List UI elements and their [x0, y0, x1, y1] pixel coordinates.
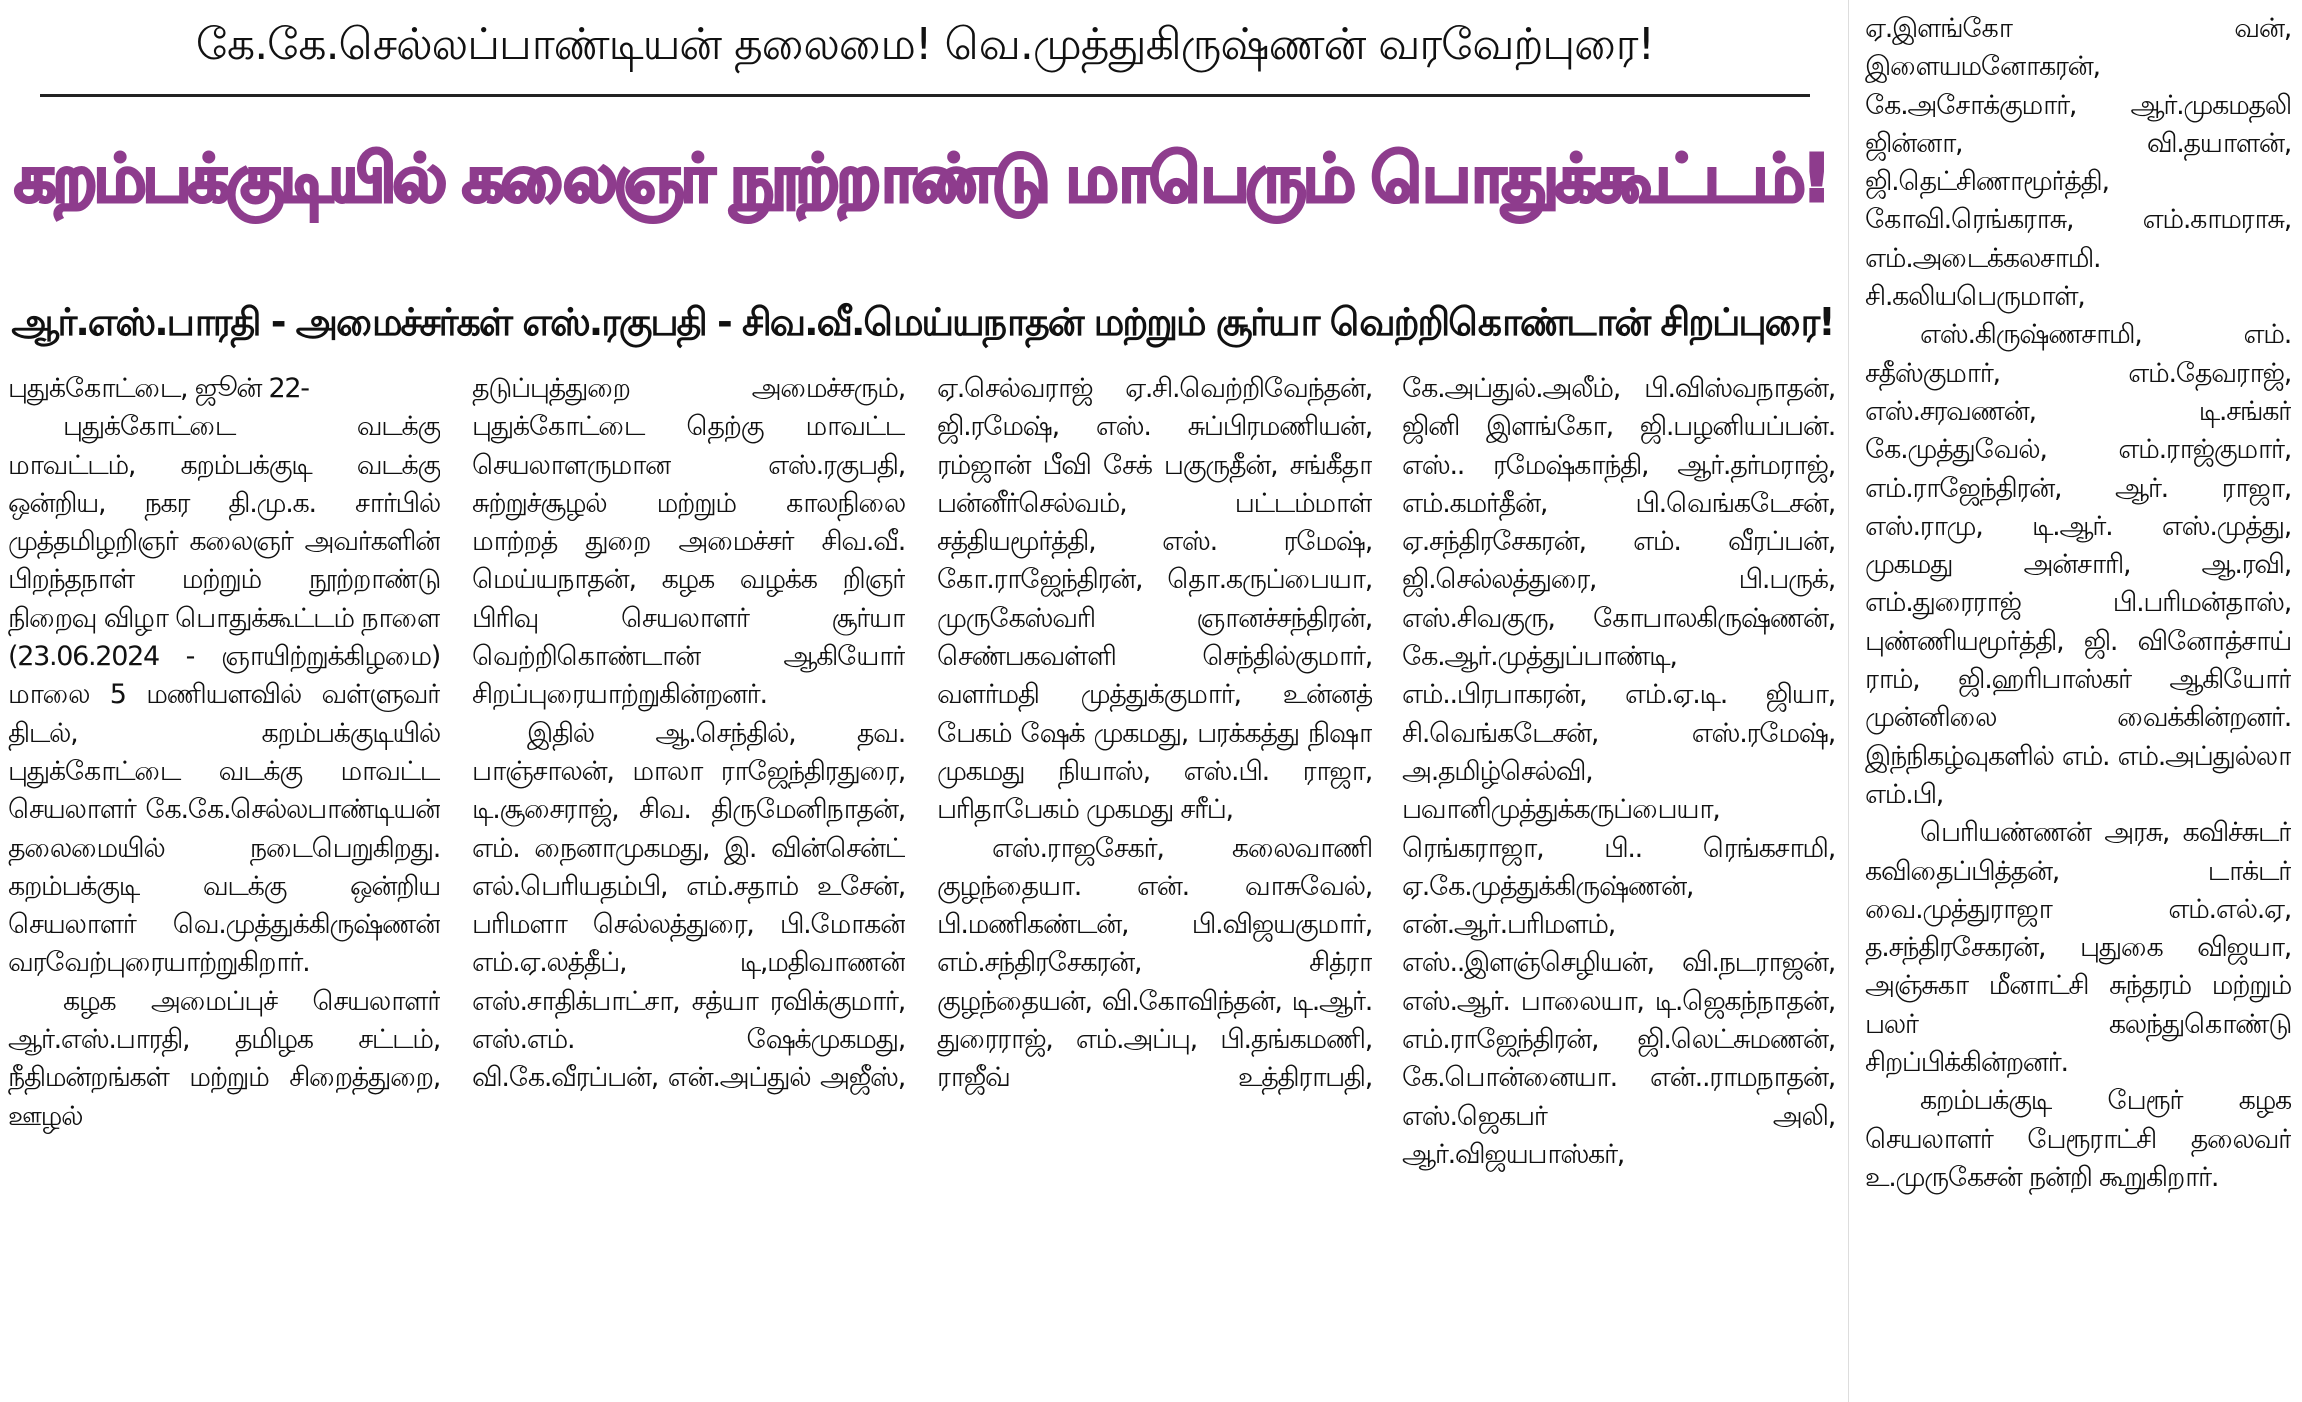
kicker-divider [40, 94, 1810, 97]
article-column-2 [472, 370, 905, 1402]
body-paragraph: இதில் ஆ.செந்தில், தவ. பாஞ்சாலன், மாலா ராஜேந்திரதுரை, டி.சூசைராஜ், சிவ. திருமேனிநாதன், எம். நைனாமுகமது, இ. வின்சென்ட் எல்.பெரியதம்பி, எம்.சதாம் உசேன், பரிமளா செல்லத்துரை, பி.மோகன் எம்.ஏ.லத்தீப், டி,மதிவாணன் எஸ்.சாதிக்பாட்சா, சத்யா ரவிக்குமார், எஸ்.எம். ஷேக்முகமது, வி.கே.வீரப்பன், என்.அப்துல் அஜீஸ், [472, 717, 905, 1094]
body-paragraph: ஏ.இளங்கோ வன், இளையமனோகரன், கே.அசோக்குமார், ஆர்.முகமதலி ஜின்னா, வி.தயாளன், ஜி.தெட்சிணாமூர்த்தி, கோவி.ரெங்கராசு, எம்.காமராசு, எம்.அடைக்கலசாமி. சி.கலியபெருமாள், [1865, 13, 2291, 313]
body-paragraph: ஏ.செல்வராஜ் ஏ.சி.வெற்றிவேந்தன், ஜி.ரமேஷ், எஸ். சுப்பிரமணியன், ரம்ஜான் பீவி சேக் பகுருதீன், சங்கீதா பன்னீர்செல்வம், பட்டம்மாள் சத்தியமூர்த்தி, எஸ். ரமேஷ், கோ.ராஜேந்திரன், தொ.கருப்பையா, முருகேஸ்வரி ஞானச்சந்திரன், செண்பகவள்ளி செந்தில்குமார், வளர்மதி முத்துக்குமார், உன்னத் பேகம் ஷேக் முகமது, பரக்கத்து நிஷா முகமது நியாஸ், எஸ்.பி. ராஜா, பரிதாபேகம் முகமது சரீப், [937, 373, 1372, 826]
dateline: புதுக்கோட்டை, ஜூன் 22- [8, 373, 309, 404]
body-paragraph: கறம்பக்குடி பேரூர் கழக செயலாளர் பேரூராட்சி தலைவர் உ.முருகேசன் நன்றி கூறுகிறார். [1865, 1085, 2291, 1193]
article-column-5 [1865, 10, 2291, 1402]
article-continuation-column [1848, 0, 2302, 1402]
body-paragraph: புதுக்கோட்டை வடக்கு மாவட்டம், கறம்பக்குடி வடக்கு ஒன்றிய, நகர தி.மு.க. சார்பில் முத்தமிழறிஞர் கலைஞர் அவர்களின் பிறந்தநாள் மற்றும் நூற்றாண்டு நிறைவு விழா பொதுக்கூட்டம் நாளை (23.06.2024 - ஞாயிற்றுக்கிழமை) மாலை 5 மணியளவில் வள்ளுவர் திடல், கறம்பக்குடியில் புதுக்கோட்டை வடக்கு மாவட்ட செயலாளர் கே.கே.செல்லபாண்டியன் தலைமையில் நடைபெறுகிறது. கறம்பக்குடி வடக்கு ஒன்றிய செயலாளர் வெ.முத்துக்கிருஷ்ணன் வரவேற்புரையாற்றுகிறார். [8, 411, 440, 979]
body-paragraph: எஸ்.ராஜசேகர், கலைவாணி குழந்தையா. என். வாசுவேல், பி.மணிகண்டன், பி.விஜயகுமார், எம்.சந்திரசேகரன், சித்ரா குழந்தையன், வி.கோவிந்தன், டி.ஆர். துரைராஜ், எம்.அப்பு, பி.தங்கமணி, ராஜீவ் உத்திராபதி, [937, 832, 1372, 1094]
article-kicker: கே.கே.செல்லப்பாண்டியன் தலைமை! வெ.முத்துகிருஷ்ணன் வரவேற்புரை! [195, 18, 1655, 70]
article-deck: ஆர்.எஸ்.பாரதி - அமைச்சர்கள் எஸ்.ரகுபதி - சிவ.வீ.மெய்யநாதன் மற்றும் சூர்யா வெற்றிகொண்டான் சிறப்புரை! [11, 300, 1834, 344]
article-column-4 [1402, 370, 1835, 1402]
body-paragraph: பெரியண்ணன் அரசு, கவிச்சுடர் கவிதைப்பித்தன், டாக்டர் வை.முத்துராஜா எம்.எல்.ஏ, த.சந்திரசேகரன், புதுகை விஜயா, அஞ்சுகா மீனாட்சி சுந்தரம் மற்றும் பலர் கலந்துகொண்டு சிறப்பிக்கின்றனர். [1865, 817, 2291, 1079]
body-paragraph: எஸ்.கிருஷ்ணசாமி, எம். சதீஸ்குமார், எம்.தேவராஜ், எஸ்.சரவணன், டி.சங்கர் கே.முத்துவேல், எம்.ராஜ்குமார், எம்.ராஜேந்திரன், ஆர். ராஜா, எஸ்.ராமு, டி.ஆர். எஸ்.முத்து, முகமது அன்சாரி, ஆ.ரவி, எம்.துரைராஜ் பி.பரிமன்தாஸ், புண்ணியமூர்த்தி, ஜி. வினோத்சாய் ராம், ஜி.ஹரிபாஸ்கர் ஆகியோர் முன்னிலை வைக்கின்றனர். இந்நிகழ்வுகளில் எம். எம்.அப்துல்லா எம்.பி, [1865, 319, 2291, 810]
body-paragraph: கழக அமைப்புச் செயலாளர் ஆர்.எஸ்.பாரதி, தமிழக சட்டம், நீதிமன்றங்கள் மற்றும் சிறைத்துறை, ஊழல் [8, 985, 440, 1132]
body-paragraph: கே.அப்துல்.அலீம், பி.விஸ்வநாதன், ஜினி இளங்கோ, ஜி.பழனியப்பன். எஸ்.. ரமேஷ்காந்தி, ஆர்.தர்மராஜ், எம்.கமர்தீன், பி.வெங்கடேசன், ஏ.சந்திரசேகரன், எம். வீரப்பன், ஜி.செல்லத்துரை, பி.பருக், எஸ்.சிவகுரு, கோபாலகிருஷ்ணன், கே.ஆர்.முத்துப்பாண்டி, எம்..பிரபாகரன், எம்.ஏ.டி. ஜியா, சி.வெங்கடேசன், எஸ்.ரமேஷ், அ.தமிழ்செல்வி, பவானிமுத்துக்கருப்பையா, ரெங்கராஜா, பி.. ரெங்கசாமி, ஏ.கே.முத்துக்கிருஷ்ணன், என்.ஆர்.பரிமளம், எஸ்..இளஞ்செழியன், வி.நடராஜன், எஸ்.ஆர். பாலையா, டி.ஜெகந்நாதன், எம்.ராஜேந்திரன், ஜி.லெட்சுமணன், கே.பொன்னையா. என்..ராமநாதன், எஸ்.ஜெகபர் அலி, ஆர்.விஜயபாஸ்கர், [1402, 373, 1835, 1170]
article-column-1 [8, 370, 440, 1402]
article-column-3 [937, 370, 1372, 1402]
body-paragraph: தடுப்புத்துறை அமைச்சரும், புதுக்கோட்டை தெற்கு மாவட்ட செயலாளருமான எஸ்.ரகுபதி, சுற்றுச்சூழல் மற்றும் காலநிலை மாற்றத் துறை அமைச்சர் சிவ.வீ. மெய்யநாதன், கழக வழக்க றிஞர் பிரிவு செயலாளர் சூர்யா வெற்றிகொண்டான் ஆகியோர் சிறப்புரையாற்றுகின்றனர். [472, 373, 905, 711]
article-headline: கறம்பக்குடியில் கலைஞர் நூற்றாண்டு மாபெரும் பொதுக்கூட்டம்! [14, 139, 1828, 217]
